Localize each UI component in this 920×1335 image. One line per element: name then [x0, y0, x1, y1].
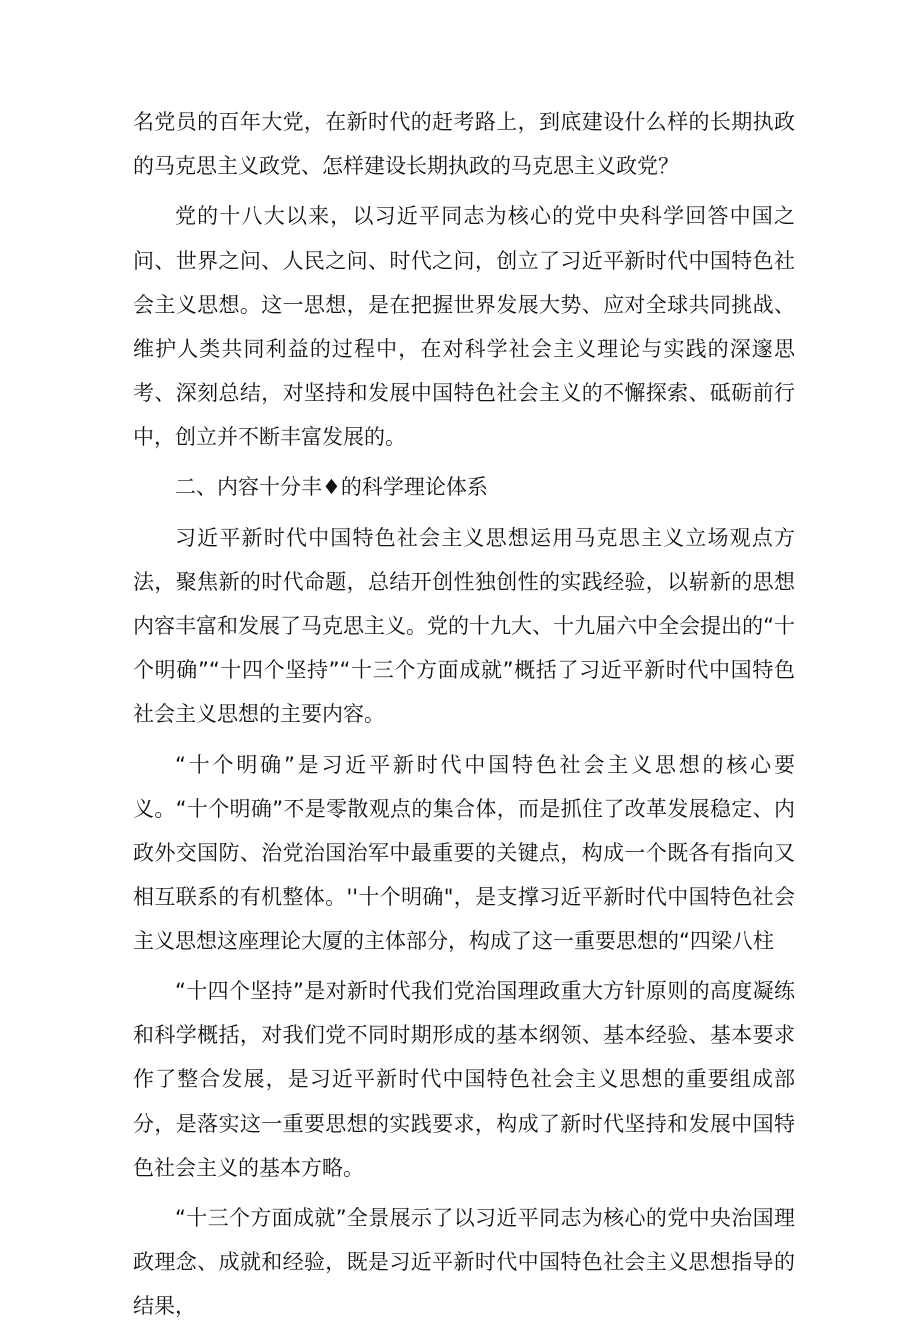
paragraph-fourteen-commitments: “十四个坚持”是对新时代我们党治国理政重大方针原则的高度凝练和科学概括，对我们党不同时期形成的基本纲领、基本经验、基本要求作了整合发展，是习近平新时代中国特色社会主义思想的重要组成部分，是落实这一重要思想的实践要求，构成了新时代坚持和发展中国特色社会主义的基本方略。 — [133, 979, 795, 1180]
paragraph-continuation: 名党员的百年大党，在新时代的赶考路上，到底建设什么样的长期执政的马克思主义政党、怎样建设长期执政的马克思主义政党？ — [133, 110, 795, 179]
paragraph-thought-overview: 习近平新时代中国特色社会主义思想运用马克思主义立场观点方法，聚焦新的时代命题，总结开创性独创性的实践经验，以崭新的思想内容丰富和发展了马克思主义。党的十九大、十九届六中全会提出的“十个明确”“十四个坚持”“十三个方面成就”概括了习近平新时代中国特色社会主义思想的主要内容。 — [133, 525, 795, 727]
paragraph-thirteen-achievements: “十三个方面成就”全景展示了以习近平同志为核心的党中央治国理政理念、成就和经验，既是习近平新时代中国特色社会主义思想指导的结果， — [133, 1206, 795, 1319]
paragraph-since-18th-congress: 党的十八大以来，以习近平同志为核心的党中央科学回答中国之问、世界之问、人民之问、时代之问，创立了习近平新时代中国特色社会主义思想。这一思想，是在把握世界发展大势、应对全球共同挑战、维护人类共同利益的过程中，在对科学社会主义理论与实践的深邃思考、深刻总结，对坚持和发展中国特色社会主义的不懈探索、砥砺前行中，创立并不断丰富发展的。 — [133, 204, 795, 449]
document-body — [133, 100, 795, 1335]
section-heading: 二、内容十分丰♦的科学理论体系 — [175, 475, 488, 500]
paragraph-ten-clarifications: “十个明确”是习近平新时代中国特色社会主义思想的核心要义。“十个明确”不是零散观点的集合体，而是抓住了改革发展稳定、内政外交国防、治党治国治军中最重要的关键点，构成一个既各有指向又相互联系的有机整体。''十个明确"，是支撑习近平新时代中国特色社会主义思想这座理论大厦的主体部分，构成了这一重要思想的“四梁八柱 — [133, 752, 795, 953]
